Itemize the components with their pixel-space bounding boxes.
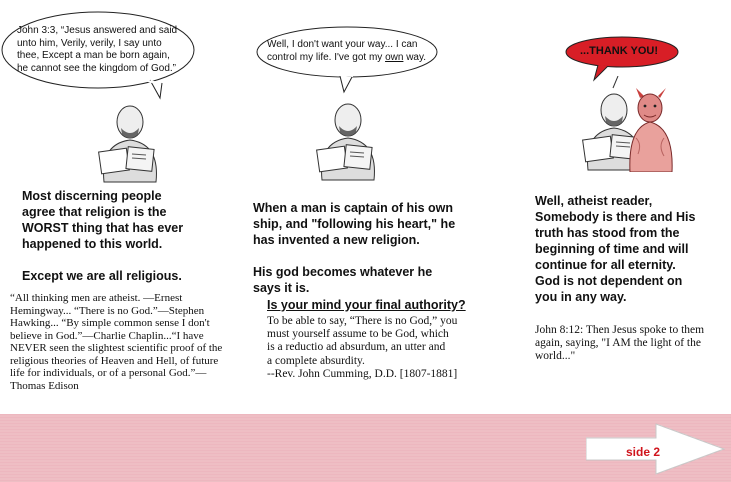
panel-2-bold-line: ship, and "following his heart," he — [253, 217, 456, 231]
quote-line: --Rev. John Cumming, D.D. [1807-1881] — [267, 367, 458, 380]
panel-3-bold-line: Somebody is there and His — [535, 210, 696, 224]
panel-3-bold-line: God is not dependent on — [535, 274, 683, 288]
quote-line: Hemingway... “There is no God.”—Stephen — [10, 304, 205, 317]
verse-line: world..." — [535, 350, 576, 363]
verse-line: John 8:12: Then Jesus spoke to them — [535, 324, 705, 336]
quote-line: NEVER seen the slightest scientific proof of the — [10, 342, 223, 354]
quote-line: Hawking... “By simple common sense I don't — [10, 317, 210, 329]
bubble-1-line: unto him, Verily, verily, I say unto — [17, 37, 162, 49]
bubble-1-line: John 3:3, “Jesus answered and said — [17, 25, 178, 36]
quote-line: must yourself assume to be God, which — [267, 328, 449, 341]
tick-mark — [610, 76, 620, 90]
panel-2-bold-line: His god becomes whatever he — [253, 265, 433, 279]
quote-line: To be able to say, “There is no God,” you — [267, 315, 458, 327]
quote-line: religious theories of Heaven and Hell, of future — [10, 354, 219, 367]
panel-3-bold-line: Well, atheist reader, — [535, 194, 653, 208]
next-side-arrow[interactable] — [586, 422, 726, 476]
panel-1-bold-line: Most discerning people — [22, 189, 162, 203]
quote-line: believe in God.”—Charlie Chaplin...“I have — [10, 329, 204, 342]
quote-line: a complete absurdity. — [267, 354, 365, 367]
panel-2-bold-line: has invented a new religion. — [253, 233, 420, 247]
panel-3-bold-line: you in any way. — [535, 290, 627, 304]
panel-3-bold-line: beginning of time and will — [535, 242, 689, 256]
panel-1-bold-line: agree that religion is the — [22, 205, 167, 219]
bubble-2-own: own — [385, 51, 404, 63]
bubble-1-line: thee, Except a man be born again, — [17, 50, 170, 61]
panel-3-bold-line: continue for all eternity. — [535, 258, 676, 272]
devil-icon — [626, 88, 678, 172]
quote-line: life for individuals, or of a personal God.”— — [10, 367, 207, 379]
verse-line: again, saying, "I AM the light of the — [535, 337, 701, 350]
next-side-label: side 2 — [626, 445, 661, 459]
quote-line: “All thinking men are atheist. —Ernest — [10, 292, 183, 304]
final-authority-question: Is your mind your final authority? — [267, 298, 466, 312]
quote-line: is a reductio ad absurdum, an utter and — [267, 341, 446, 354]
panel-1-bold-line: happened to this world. — [22, 237, 163, 251]
bubble-1-line: he cannot see the kingdom of God.” — [17, 62, 176, 74]
panel-2-bold-line: When a man is captain of his own — [253, 201, 454, 215]
panel-3-bold-line: truth has stood from the — [535, 226, 680, 240]
panel-2-bold-line: says it is. — [253, 281, 310, 295]
bubble-2-line-1: Well, I don't want your way... I can — [267, 39, 418, 50]
panel-1-bold-line: WORST thing that has ever — [22, 221, 184, 235]
quote-line: Thomas Edison — [10, 379, 79, 392]
thank-you-text: ...THANK YOU! — [580, 45, 659, 57]
bubble-2-line-2: control my life. I've got my own way. — [267, 51, 427, 63]
panel-1-religious-line: Except we are all religious. — [22, 269, 182, 283]
